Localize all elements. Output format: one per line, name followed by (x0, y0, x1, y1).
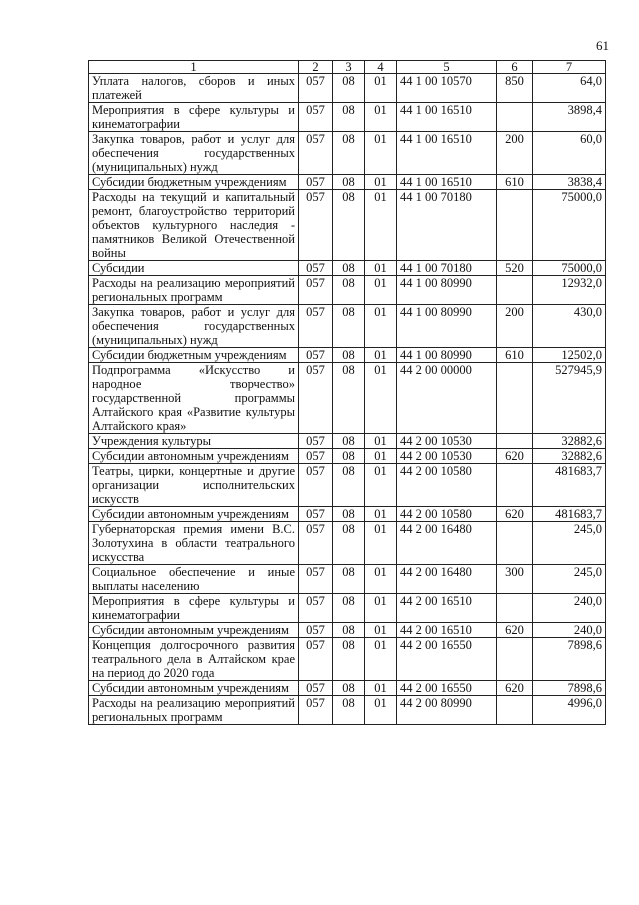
section-code-cell: 08 (333, 103, 365, 132)
ministry-code-cell: 057 (299, 464, 333, 507)
column-header: 3 (333, 61, 365, 74)
expense-type-cell: 610 (497, 175, 533, 190)
amount-cell: 32882,6 (533, 449, 606, 464)
section-code-cell: 08 (333, 276, 365, 305)
expense-type-cell: 620 (497, 623, 533, 638)
expense-type-cell: 620 (497, 449, 533, 464)
table-row (89, 638, 606, 681)
subsection-code-cell: 01 (365, 507, 397, 522)
subsection-code-cell: 01 (365, 190, 397, 261)
target-article-cell: 44 2 00 00000 (397, 363, 497, 434)
target-article-cell: 44 2 00 80990 (397, 696, 497, 725)
expense-type-cell (497, 434, 533, 449)
amount-cell: 60,0 (533, 132, 606, 175)
ministry-code-cell: 057 (299, 638, 333, 681)
expense-name-cell: Расходы на текущий и капитальный ремонт, благоустройство территорий объектов культурного наследия - памятников Великой Отечественной войны (89, 190, 299, 261)
ministry-code-cell: 057 (299, 696, 333, 725)
ministry-code-cell: 057 (299, 103, 333, 132)
table-row (89, 623, 606, 638)
expense-name-cell: Расходы на реализацию мероприятий региональных программ (89, 696, 299, 725)
expense-name-cell: Мероприятия в сфере культуры и кинематографии (89, 103, 299, 132)
ministry-code-cell: 057 (299, 522, 333, 565)
expense-name-cell: Подпрограмма «Искусство и народное творчество» государственной программы Алтайского края «Развитие культуры Алтайского края» (89, 363, 299, 434)
amount-cell: 4996,0 (533, 696, 606, 725)
table-row (89, 261, 606, 276)
ministry-code-cell: 057 (299, 261, 333, 276)
table-row (89, 594, 606, 623)
section-code-cell: 08 (333, 261, 365, 276)
expense-type-cell (497, 363, 533, 434)
table-row (89, 522, 606, 565)
section-code-cell: 08 (333, 305, 365, 348)
subsection-code-cell: 01 (365, 132, 397, 175)
amount-cell: 7898,6 (533, 681, 606, 696)
subsection-code-cell: 01 (365, 348, 397, 363)
expense-type-cell (497, 594, 533, 623)
target-article-cell: 44 1 00 16510 (397, 103, 497, 132)
subsection-code-cell: 01 (365, 103, 397, 132)
page-number: 61 (596, 38, 609, 53)
expense-type-cell (497, 103, 533, 132)
table-row (89, 305, 606, 348)
subsection-code-cell: 01 (365, 696, 397, 725)
amount-cell: 12502,0 (533, 348, 606, 363)
section-code-cell: 08 (333, 696, 365, 725)
amount-cell: 245,0 (533, 565, 606, 594)
ministry-code-cell: 057 (299, 623, 333, 638)
section-code-cell: 08 (333, 594, 365, 623)
expense-type-cell: 300 (497, 565, 533, 594)
subsection-code-cell: 01 (365, 261, 397, 276)
expense-name-cell: Социальное обеспечение и иные выплаты населению (89, 565, 299, 594)
target-article-cell: 44 2 00 16550 (397, 638, 497, 681)
expense-type-cell (497, 276, 533, 305)
target-article-cell: 44 1 00 80990 (397, 348, 497, 363)
ministry-code-cell: 057 (299, 132, 333, 175)
amount-cell: 64,0 (533, 74, 606, 103)
target-article-cell: 44 1 00 80990 (397, 305, 497, 348)
subsection-code-cell: 01 (365, 276, 397, 305)
amount-cell: 481683,7 (533, 507, 606, 522)
target-article-cell: 44 2 00 10530 (397, 434, 497, 449)
target-article-cell: 44 1 00 80990 (397, 276, 497, 305)
section-code-cell: 08 (333, 507, 365, 522)
expense-name-cell: Субсидии бюджетным учреждениям (89, 348, 299, 363)
table-row (89, 434, 606, 449)
section-code-cell: 08 (333, 175, 365, 190)
subsection-code-cell: 01 (365, 363, 397, 434)
section-code-cell: 08 (333, 522, 365, 565)
table-row (89, 565, 606, 594)
section-code-cell: 08 (333, 190, 365, 261)
amount-cell: 75000,0 (533, 190, 606, 261)
ministry-code-cell: 057 (299, 305, 333, 348)
expense-name-cell: Субсидии бюджетным учреждениям (89, 175, 299, 190)
section-code-cell: 08 (333, 434, 365, 449)
ministry-code-cell: 057 (299, 348, 333, 363)
expense-name-cell: Мероприятия в сфере культуры и кинематографии (89, 594, 299, 623)
ministry-code-cell: 057 (299, 276, 333, 305)
expense-type-cell: 610 (497, 348, 533, 363)
expense-type-cell: 520 (497, 261, 533, 276)
ministry-code-cell: 057 (299, 594, 333, 623)
subsection-code-cell: 01 (365, 305, 397, 348)
column-header: 6 (497, 61, 533, 74)
target-article-cell: 44 2 00 10530 (397, 449, 497, 464)
amount-cell: 32882,6 (533, 434, 606, 449)
section-code-cell: 08 (333, 363, 365, 434)
subsection-code-cell: 01 (365, 464, 397, 507)
section-code-cell: 08 (333, 74, 365, 103)
ministry-code-cell: 057 (299, 434, 333, 449)
expense-name-cell: Субсидии автономным учреждениям (89, 681, 299, 696)
column-header: 5 (397, 61, 497, 74)
table-row (89, 175, 606, 190)
subsection-code-cell: 01 (365, 623, 397, 638)
section-code-cell: 08 (333, 132, 365, 175)
subsection-code-cell: 01 (365, 565, 397, 594)
expense-name-cell: Театры, цирки, концертные и другие организации исполнительских искусств (89, 464, 299, 507)
section-code-cell: 08 (333, 623, 365, 638)
section-code-cell: 08 (333, 638, 365, 681)
section-code-cell: 08 (333, 681, 365, 696)
expense-name-cell: Уплата налогов, сборов и иных платежей (89, 74, 299, 103)
column-header: 7 (533, 61, 606, 74)
ministry-code-cell: 057 (299, 175, 333, 190)
expense-name-cell: Субсидии (89, 261, 299, 276)
expense-name-cell: Закупка товаров, работ и услуг для обеспечения государственных (муниципальных) нужд (89, 132, 299, 175)
column-header: 1 (89, 61, 299, 74)
table-row (89, 449, 606, 464)
target-article-cell: 44 2 00 10580 (397, 507, 497, 522)
amount-cell: 240,0 (533, 594, 606, 623)
subsection-code-cell: 01 (365, 638, 397, 681)
subsection-code-cell: 01 (365, 434, 397, 449)
expense-name-cell: Субсидии автономным учреждениям (89, 623, 299, 638)
expense-type-cell (497, 696, 533, 725)
expense-name-cell: Субсидии автономным учреждениям (89, 449, 299, 464)
amount-cell: 3838,4 (533, 175, 606, 190)
target-article-cell: 44 1 00 16510 (397, 175, 497, 190)
target-article-cell: 44 1 00 10570 (397, 74, 497, 103)
target-article-cell: 44 2 00 16480 (397, 565, 497, 594)
target-article-cell: 44 1 00 70180 (397, 190, 497, 261)
table-row (89, 276, 606, 305)
target-article-cell: 44 1 00 70180 (397, 261, 497, 276)
ministry-code-cell: 057 (299, 190, 333, 261)
section-code-cell: 08 (333, 464, 365, 507)
expense-type-cell: 620 (497, 681, 533, 696)
table-row (89, 190, 606, 261)
amount-cell: 245,0 (533, 522, 606, 565)
section-code-cell: 08 (333, 348, 365, 363)
section-code-cell: 08 (333, 449, 365, 464)
subsection-code-cell: 01 (365, 74, 397, 103)
expense-type-cell (497, 638, 533, 681)
expense-name-cell: Учреждения культуры (89, 434, 299, 449)
ministry-code-cell: 057 (299, 681, 333, 696)
target-article-cell: 44 1 00 16510 (397, 132, 497, 175)
table-row (89, 74, 606, 103)
target-article-cell: 44 2 00 16550 (397, 681, 497, 696)
expense-name-cell: Закупка товаров, работ и услуг для обеспечения государственных (муниципальных) нужд (89, 305, 299, 348)
amount-cell: 430,0 (533, 305, 606, 348)
ministry-code-cell: 057 (299, 74, 333, 103)
expense-type-cell (497, 464, 533, 507)
expense-type-cell (497, 190, 533, 261)
amount-cell: 481683,7 (533, 464, 606, 507)
table-row (89, 363, 606, 434)
section-code-cell: 08 (333, 565, 365, 594)
subsection-code-cell: 01 (365, 175, 397, 190)
expense-name-cell: Расходы на реализацию мероприятий региональных программ (89, 276, 299, 305)
ministry-code-cell: 057 (299, 507, 333, 522)
table-row (89, 681, 606, 696)
table-row (89, 103, 606, 132)
expense-type-cell: 200 (497, 305, 533, 348)
target-article-cell: 44 2 00 16510 (397, 594, 497, 623)
target-article-cell: 44 2 00 10580 (397, 464, 497, 507)
subsection-code-cell: 01 (365, 449, 397, 464)
expense-type-cell: 620 (497, 507, 533, 522)
expense-name-cell: Субсидии автономным учреждениям (89, 507, 299, 522)
ministry-code-cell: 057 (299, 449, 333, 464)
expense-type-cell (497, 522, 533, 565)
expense-type-cell: 200 (497, 132, 533, 175)
target-article-cell: 44 2 00 16480 (397, 522, 497, 565)
subsection-code-cell: 01 (365, 522, 397, 565)
table-row (89, 132, 606, 175)
column-header: 4 (365, 61, 397, 74)
amount-cell: 12932,0 (533, 276, 606, 305)
table-row (89, 507, 606, 522)
column-number-row (89, 61, 606, 74)
expense-name-cell: Концепция долгосрочного развития театрального дела в Алтайском крае на период до 2020 года (89, 638, 299, 681)
table-row (89, 348, 606, 363)
subsection-code-cell: 01 (365, 681, 397, 696)
target-article-cell: 44 2 00 16510 (397, 623, 497, 638)
amount-cell: 3898,4 (533, 103, 606, 132)
expense-name-cell: Губернаторская премия имени В.С. Золотухина в области театрального искусства (89, 522, 299, 565)
column-header: 2 (299, 61, 333, 74)
budget-table (88, 60, 606, 725)
table-row (89, 696, 606, 725)
subsection-code-cell: 01 (365, 594, 397, 623)
amount-cell: 7898,6 (533, 638, 606, 681)
amount-cell: 527945,9 (533, 363, 606, 434)
table-row (89, 464, 606, 507)
expense-type-cell: 850 (497, 74, 533, 103)
amount-cell: 75000,0 (533, 261, 606, 276)
amount-cell: 240,0 (533, 623, 606, 638)
ministry-code-cell: 057 (299, 565, 333, 594)
ministry-code-cell: 057 (299, 363, 333, 434)
